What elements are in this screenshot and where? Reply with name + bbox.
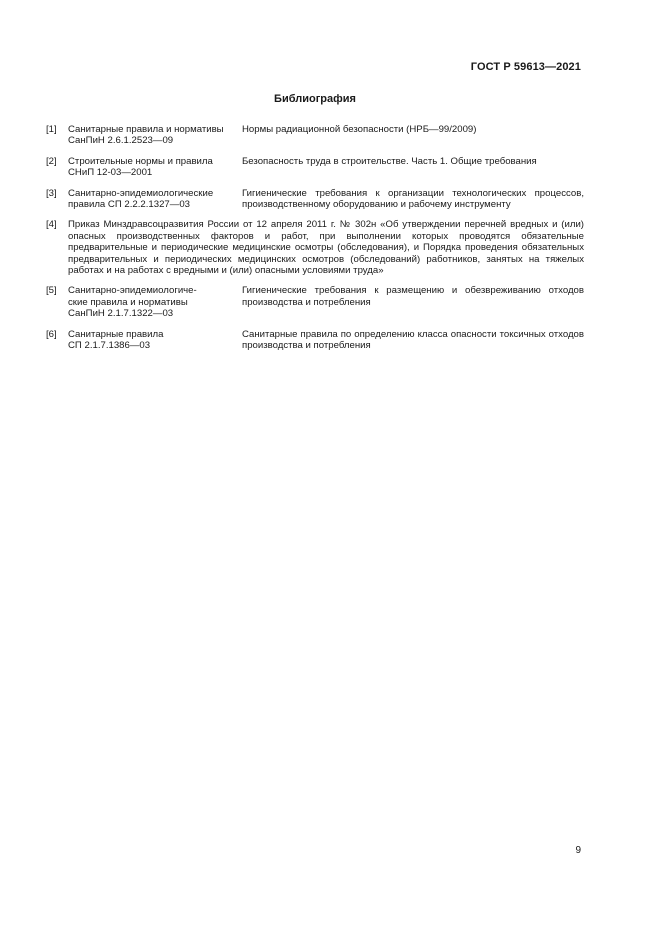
bibliography-entry [46, 219, 584, 276]
entry-number: [1] [46, 124, 57, 135]
entry-source: Санитарно-эпидемиологиче- ские правила и нормативы СанПиН 2.1.7.1322—03 [68, 285, 197, 320]
entry-number: [3] [46, 187, 57, 199]
bibliography-title: Библиография [274, 93, 356, 105]
entry-number: [6] [46, 328, 57, 340]
entry-source: Санитарно-эпидемиологические правила СП 2.2.2.1327—03 [68, 187, 214, 211]
bibliography-entry [46, 285, 584, 319]
document-code: ГОСТ Р 59613—2021 [470, 61, 581, 73]
bibliography-entry [46, 329, 584, 352]
entry-number: [2] [46, 155, 57, 167]
bibliography-entry [46, 124, 584, 147]
entry-title: Гигиенические требования к организации технологических процессов, производственному оборудованию и рабочему инструменту [242, 187, 584, 211]
entry-title: Санитарные правила по определению класса опасности токсичных отходов производства и потребления [242, 328, 584, 352]
entry-source: Санитарные правила СП 2.1.7.1386—03 [68, 328, 164, 352]
bibliography-entry [46, 156, 584, 179]
entry-number: [4] [46, 219, 57, 231]
page-number: 9 [575, 845, 581, 856]
bibliography-list [46, 124, 584, 361]
entry-number: [5] [46, 285, 57, 297]
entry-source: Строительные нормы и правила СНиП 12-03—2001 [68, 155, 213, 179]
bibliography-entry [46, 188, 584, 211]
entry-full-text: Приказ Минздравсоцразвития России от 12 апреля 2011 г. № 302н «Об утверждении перечней вредных и (или) опасных производственных факторов и работ, при выполнении которых проводятся обязательные предварительные и периодические медицинские осмотры (обследования), и Порядка проведения обязательных предварительных и периодических медицинских осмотров (обследований) работников, занятых на тяжелых работах и на работах с вредными и (или) опасными условиями труда» [68, 219, 584, 277]
entry-source: Санитарные правила и нормативы СанПиН 2.6.1.2523—09 [68, 124, 224, 147]
entry-title: Гигиенические требования к размещению и обезвреживанию отходов производства и потребления [242, 285, 584, 308]
entry-title: Нормы радиационной безопасности (НРБ—99/2009) [242, 124, 477, 135]
entry-title: Безопасность труда в строительстве. Часть 1. Общие требования [242, 155, 537, 167]
